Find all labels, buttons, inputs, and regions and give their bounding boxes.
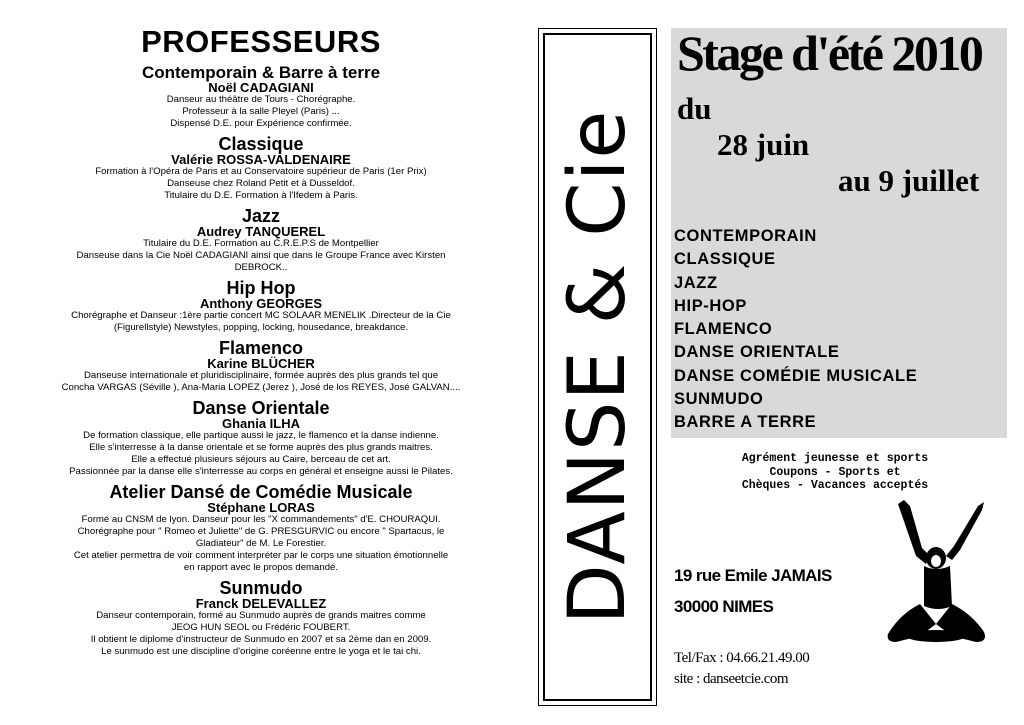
- description-line: Titulaire du D.E. Formation au C.R.E.P.S de Montpellier: [143, 238, 379, 249]
- section-discipline-name: Sunmudo: [219, 578, 303, 598]
- section-discipline-name: Contemporain & Barre à terre: [141, 63, 381, 82]
- teacher-section: [25, 484, 497, 574]
- section-description: [25, 610, 497, 658]
- tel-fax: Tel/Fax : 04.66.21.49.00: [674, 650, 810, 666]
- section-teacher-name: Stéphane LORAS: [207, 500, 315, 515]
- section-description: [25, 310, 497, 334]
- section-description: [25, 514, 497, 574]
- description-line: Dispensé D.E. pour Expérience confirmée.: [170, 118, 352, 129]
- description-line: Professeur à la salle Pleyel (Paris) ...: [182, 106, 340, 117]
- address: [674, 560, 832, 622]
- description-line: Chorégraphe et Danseur :1ère partie concert MC SOLAAR MENELIK .Directeur de la Cie: [71, 310, 451, 321]
- discipline-item: JAZZ: [674, 273, 718, 292]
- teacher-section: [25, 136, 497, 202]
- website: site : danseetcie.com: [674, 671, 789, 687]
- agrement-line: Chèques - Vacances acceptés: [741, 479, 929, 492]
- section-teacher-name: Noël CADAGIANI: [208, 80, 314, 95]
- stage-title: Stage d'été 2010: [677, 25, 982, 81]
- section-description: [25, 166, 497, 202]
- date-end: au 9 juillet: [838, 163, 980, 198]
- teacher-section: [25, 340, 497, 394]
- section-teacher-name: Valérie ROSSA-VALDENAIRE: [171, 152, 351, 167]
- section-teacher-name: Ghania ILHA: [221, 416, 300, 431]
- section-description: [25, 94, 497, 130]
- description-line: Titulaire du D.E. Formation à l'Ifedem à Paris.: [164, 190, 358, 201]
- description-line: en rapport avec le propos demandé.: [183, 562, 339, 573]
- section-discipline-name: Danse Orientale: [192, 398, 330, 418]
- discipline-item: DANSE COMÉDIE MUSICALE: [674, 366, 918, 385]
- description-line: Elle a effectué plusieurs séjours au Caire, berceau de cet art.: [131, 454, 391, 465]
- teacher-section: [25, 400, 497, 478]
- banner-text: DANSE & Cie: [552, 109, 643, 625]
- description-line: Danseur contemporain, formé au Sunmudo auprès de grands maitres comme: [96, 610, 426, 621]
- description-line: Danseuse chez Roland Petit et à Dusseldof.: [167, 178, 355, 189]
- section-discipline-name: Classique: [218, 134, 304, 154]
- description-line: Formation à l'Opéra de Paris et au Conservatoire supérieur de Paris (1er Prix): [95, 166, 427, 177]
- dancer-silhouette-icon: [880, 496, 990, 651]
- professeurs-title: PROFESSEURS: [141, 24, 381, 59]
- description-line: Concha VARGAS (Séville ), Ana-Maria LOPEZ (Jerez ), José de los REYES, José GALVAN....: [61, 382, 461, 393]
- teacher-section: [25, 208, 497, 274]
- description-line: Danseuse dans la Cie Noël CADAGIANI ainsi que dans le Groupe France avec Kirsten: [76, 250, 446, 261]
- description-line: Le sunmudo est une discipline d'origine coréenne entre le yoga et le tai chi.: [101, 646, 421, 657]
- description-line: De formation classique, elle partique aussi le jazz, le flamenco et la danse indienne.: [83, 430, 439, 441]
- teacher-section: [25, 580, 497, 658]
- agrement-line: Coupons - Sports et: [769, 465, 901, 479]
- description-line: (Figurellstyle) Newstyles, popping, locking, housedance, breakdance.: [113, 322, 409, 333]
- description-line: Cet atelier permettra de voir comment interpréter par le corps une situation émotionnelle: [73, 550, 449, 561]
- discipline-item: FLAMENCO: [674, 320, 773, 339]
- section-discipline-name: Jazz: [241, 206, 281, 226]
- description-line: Danseur au théâtre de Tours - Chorégraphe.: [166, 94, 356, 105]
- professeurs-column: [25, 22, 497, 658]
- section-teacher-name: Anthony GEORGES: [199, 296, 323, 311]
- section-description: [25, 430, 497, 478]
- address-street: 19 rue Emile JAMAIS: [674, 566, 832, 585]
- section-discipline-name: Flamenco: [218, 338, 304, 358]
- date-du: du: [677, 91, 712, 126]
- discipline-item: CLASSIQUE: [674, 250, 776, 269]
- discipline-item: HIP-HOP: [674, 296, 747, 315]
- section-teacher-name: Franck DELEVALLEZ: [195, 596, 327, 611]
- section-description: [25, 370, 497, 394]
- description-line: Danseuse internationale et pluridisciplinaire, formée auprès des plus grands tel que: [83, 370, 439, 381]
- teacher-sections: [25, 64, 497, 658]
- description-line: Il obtient le diplome d'instructeur de Sunmudo en 2007 et sa 2ème dan en 2009.: [90, 634, 432, 645]
- agrement-line: Agrément jeunesse et sports: [741, 452, 929, 465]
- disciplines-list: [674, 225, 917, 435]
- address-city: 30000 NIMES: [674, 597, 774, 616]
- description-line: DEBROCK..: [234, 262, 288, 273]
- discipline-item: SUNMUDO: [674, 390, 764, 409]
- teacher-section: [25, 64, 497, 130]
- agrement-notice: [690, 452, 980, 493]
- section-teacher-name: Audrey TANQUEREL: [196, 224, 326, 239]
- description-line: JEOG HUN SEOL ou Frédéric FOUBERT.: [171, 622, 351, 633]
- date-start: 28 juin: [717, 127, 810, 162]
- section-description: [25, 238, 497, 274]
- description-line: Passionnée par la danse elle s'interresse au corps en général et enseigne aussi le Pilates.: [69, 466, 453, 477]
- section-discipline-name: Atelier Dansé de Comédie Musicale: [109, 482, 413, 502]
- teacher-section: [25, 280, 497, 334]
- discipline-item: CONTEMPORAIN: [674, 227, 817, 245]
- vertical-banner: [538, 28, 657, 706]
- section-discipline-name: Hip Hop: [226, 278, 296, 298]
- description-line: Gladiateur" de M. Le Forestier.: [195, 538, 327, 549]
- section-teacher-name: Karine BLÜCHER: [207, 356, 315, 371]
- description-line: Formé au CNSM de lyon. Danseur pour les "X commandements" d'E. CHOURAQUI.: [81, 514, 441, 525]
- description-line: Chorégraphe pour " Romeo et Juliette" de G. PRESGURVIC ou encore " Spartacus, le: [77, 526, 445, 537]
- description-line: Elle s'interresse à la danse orientale et se forme auprès des plus grands maitres.: [89, 442, 433, 453]
- contact-info: [674, 648, 809, 690]
- discipline-item: BARRE A TERRE: [674, 413, 817, 432]
- discipline-item: DANSE ORIENTALE: [674, 343, 840, 362]
